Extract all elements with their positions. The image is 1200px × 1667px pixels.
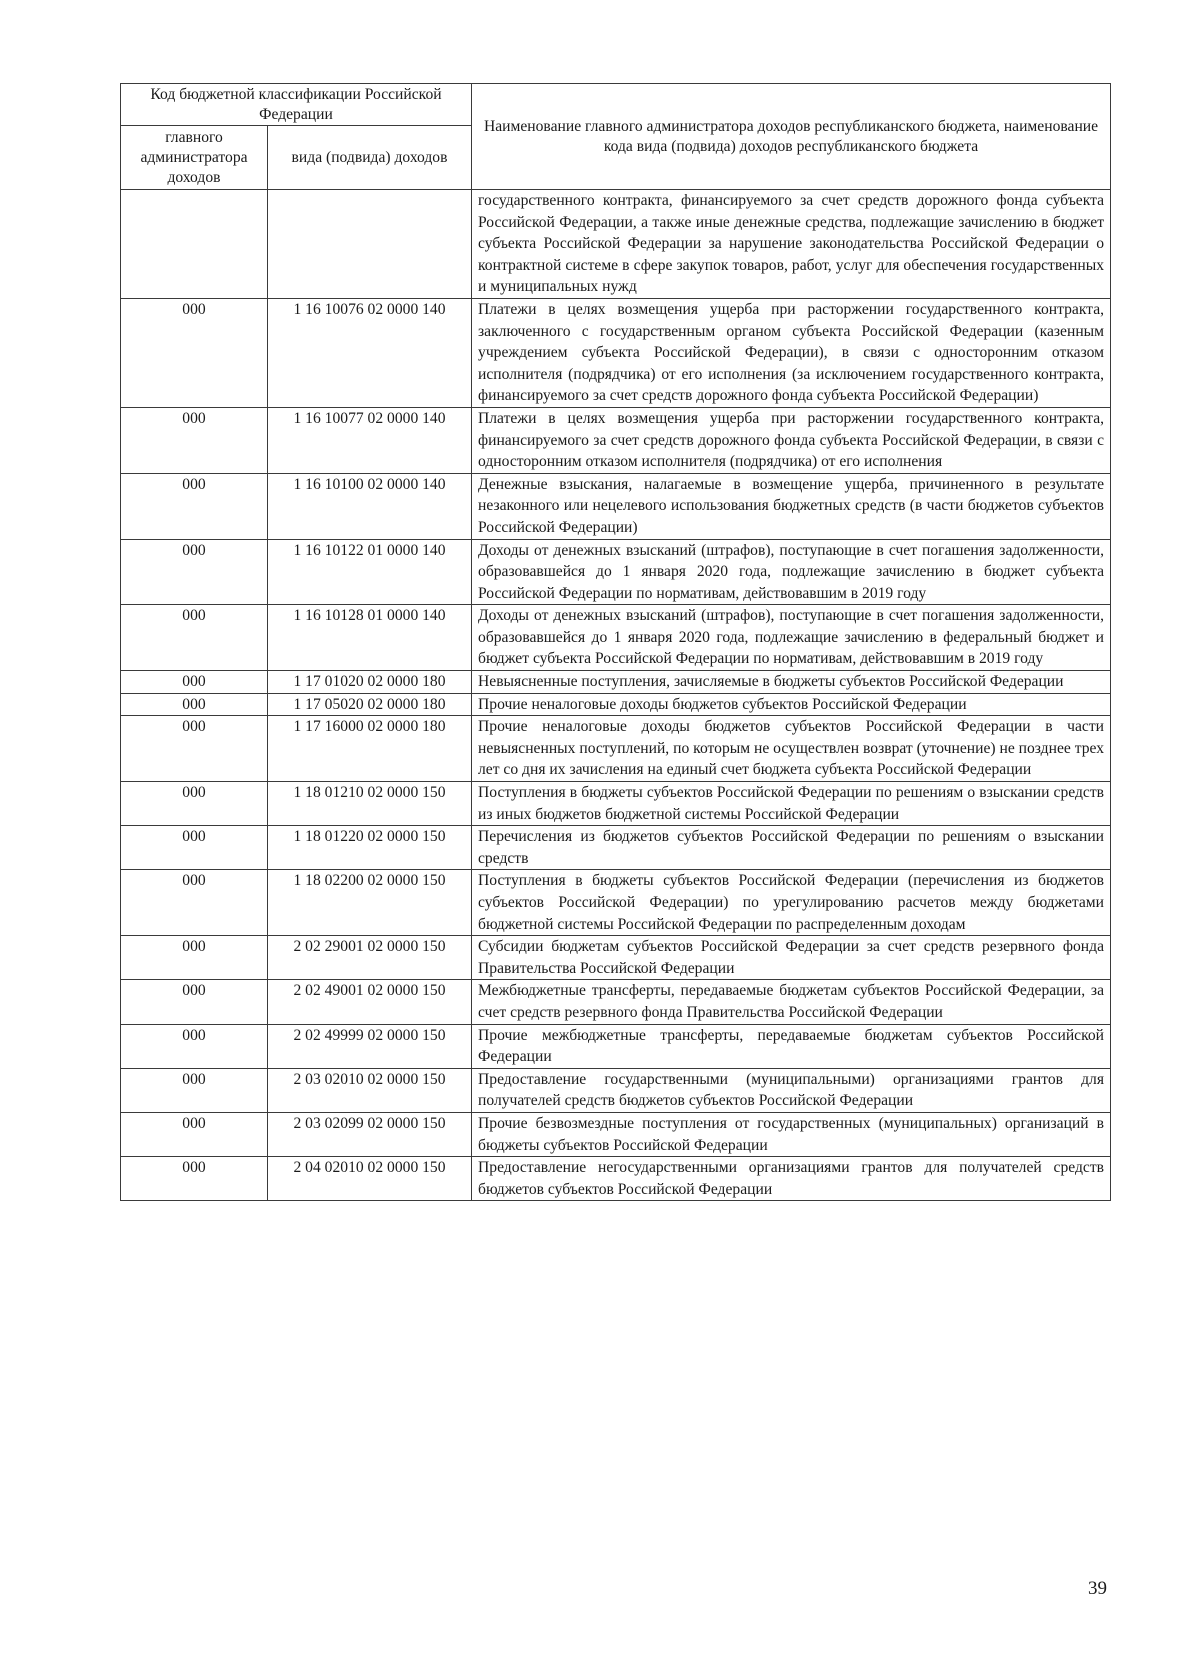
revenue-name-cell: Прочие безвозмездные поступления от государственных (муниципальных) организаций в бюджеты субъектов Российской Федерации (472, 1112, 1111, 1156)
table-row (121, 716, 1111, 782)
table-row (121, 605, 1111, 671)
revenue-name-cell: Перечисления из бюджетов субъектов Российской Федерации по решениям о взыскании средств (472, 826, 1111, 870)
revenue-code-cell: 2 04 02010 02 0000 150 (268, 1157, 472, 1201)
revenue-code-cell: 1 18 01220 02 0000 150 (268, 826, 472, 870)
admin-code-cell: 000 (121, 936, 268, 980)
table-row (121, 539, 1111, 605)
revenue-code-cell (268, 190, 472, 299)
admin-code-cell: 000 (121, 693, 268, 716)
revenue-code-cell: 2 02 49999 02 0000 150 (268, 1024, 472, 1068)
revenue-name-cell: Поступления в бюджеты субъектов Российской Федерации по решениям о взыскании средств из иных бюджетов бюджетной системы Российской Федерации (472, 782, 1111, 826)
revenue-code-cell: 1 16 10122 01 0000 140 (268, 539, 472, 605)
table-row (121, 298, 1111, 407)
revenue-name-cell: Предоставление негосударственными организациями грантов для получателей средств бюджетов субъектов Российской Федерации (472, 1157, 1111, 1201)
revenue-name-cell: Платежи в целях возмещения ущерба при расторжении государственного контракта, заключенного с государственным органом субъекта Российской Федерации (казенным учреждением субъекта Российской Федерации), в связи с односторонним отказом исполнителя (подрядчика) от его исполнения (за исключением государственного контракта, финансируемого за счет средств дорожного фонда субъекта Российской Федерации) (472, 298, 1111, 407)
admin-code-cell: 000 (121, 1112, 268, 1156)
revenue-code-cell: 2 03 02010 02 0000 150 (268, 1068, 472, 1112)
admin-code-cell: 000 (121, 716, 268, 782)
revenue-code-cell: 2 03 02099 02 0000 150 (268, 1112, 472, 1156)
revenue-code-cell: 1 17 05020 02 0000 180 (268, 693, 472, 716)
revenue-name-cell: Прочие межбюджетные трансферты, передаваемые бюджетам субъектов Российской Федерации (472, 1024, 1111, 1068)
revenue-code-cell: 1 17 01020 02 0000 180 (268, 671, 472, 694)
admin-code-cell: 000 (121, 826, 268, 870)
revenue-name-cell: Поступления в бюджеты субъектов Российской Федерации (перечисления из бюджетов субъектов Российской Федерации) по урегулированию расчетов между бюджетами бюджетной системы Российской Федерации по распределенным доходам (472, 870, 1111, 936)
admin-code-cell: 000 (121, 539, 268, 605)
table-row (121, 671, 1111, 694)
revenue-code-cell: 1 16 10100 02 0000 140 (268, 473, 472, 539)
admin-code-cell: 000 (121, 298, 268, 407)
table-row (121, 473, 1111, 539)
table-row (121, 693, 1111, 716)
revenue-name-cell: Платежи в целях возмещения ущерба при расторжении государственного контракта, финансируемого за счет средств дорожного фонда субъекта Российской Федерации, в связи с односторонним отказом исполнителя (подрядчика) от его исполнения (472, 407, 1111, 473)
revenue-code-cell: 2 02 29001 02 0000 150 (268, 936, 472, 980)
table-row (121, 936, 1111, 980)
admin-code-cell: 000 (121, 980, 268, 1024)
admin-code-cell: 000 (121, 1024, 268, 1068)
table-row (121, 826, 1111, 870)
revenue-name-cell: Прочие неналоговые доходы бюджетов субъектов Российской Федерации (472, 693, 1111, 716)
revenue-code-cell: 1 16 10128 01 0000 140 (268, 605, 472, 671)
revenue-name-cell: Субсидии бюджетам субъектов Российской Федерации за счет средств резервного фонда Правительства Российской Федерации (472, 936, 1111, 980)
table-row (121, 190, 1111, 299)
table-row (121, 782, 1111, 826)
table-row (121, 1068, 1111, 1112)
revenue-classification-table (120, 83, 1111, 1201)
admin-code-cell: 000 (121, 605, 268, 671)
revenue-name-cell: Доходы от денежных взысканий (штрафов), поступающие в счет погашения задолженности, образовавшейся до 1 января 2020 года, подлежащие зачислению в бюджет субъекта Российской Федерации по нормативам, действовавшим в 2019 году (472, 539, 1111, 605)
table-row (121, 1112, 1111, 1156)
table-row (121, 980, 1111, 1024)
page-number: 39 (1088, 1578, 1107, 1599)
admin-code-cell: 000 (121, 473, 268, 539)
revenue-code-cell: 1 17 16000 02 0000 180 (268, 716, 472, 782)
revenue-name-cell: Невыясненные поступления, зачисляемые в бюджеты субъектов Российской Федерации (472, 671, 1111, 694)
admin-code-cell: 000 (121, 407, 268, 473)
revenue-code-cell: 2 02 49001 02 0000 150 (268, 980, 472, 1024)
admin-code-cell: 000 (121, 1157, 268, 1201)
header-budget-code-group: Код бюджетной классификации Российской Федерации (121, 84, 472, 126)
table-row (121, 407, 1111, 473)
revenue-name-cell: Предоставление государственными (муниципальными) организациями грантов для получателей средств бюджетов субъектов Российской Федерации (472, 1068, 1111, 1112)
admin-code-cell: 000 (121, 870, 268, 936)
admin-code-cell: 000 (121, 782, 268, 826)
revenue-name-cell: Денежные взыскания, налагаемые в возмещение ущерба, причиненного в результате незаконного или нецелевого использования бюджетных средств (в части бюджетов субъектов Российской Федерации) (472, 473, 1111, 539)
admin-code-cell: 000 (121, 1068, 268, 1112)
revenue-code-cell: 1 18 01210 02 0000 150 (268, 782, 472, 826)
header-revenue-type: вида (подвида) доходов (268, 126, 472, 190)
header-administrator-name: Наименование главного администратора доходов республиканского бюджета, наименование кода вида (подвида) доходов республиканского бюджета (472, 84, 1111, 190)
revenue-name-cell: государственного контракта, финансируемого за счет средств дорожного фонда субъекта Российской Федерации, а также иные денежные средства, подлежащие зачислению в бюджет субъекта Российской Федерации за нарушение законодательства Российской Федерации о контрактной системе в сфере закупок товаров, работ, услуг для обеспечения государственных и муниципальных нужд (472, 190, 1111, 299)
revenue-name-cell: Прочие неналоговые доходы бюджетов субъектов Российской Федерации в части невыясненных поступлений, по которым не осуществлен возврат (уточнение) не позднее трех лет со дня их зачисления на единый счет бюджета субъекта Российской Федерации (472, 716, 1111, 782)
revenue-name-cell: Межбюджетные трансферты, передаваемые бюджетам субъектов Российской Федерации, за счет средств резервного фонда Правительства Российской Федерации (472, 980, 1111, 1024)
revenue-name-cell: Доходы от денежных взысканий (штрафов), поступающие в счет погашения задолженности, образовавшейся до 1 января 2020 года, подлежащие зачислению в федеральный бюджет и бюджет субъекта Российской Федерации по нормативам, действовавшим в 2019 году (472, 605, 1111, 671)
revenue-code-cell: 1 16 10077 02 0000 140 (268, 407, 472, 473)
admin-code-cell (121, 190, 268, 299)
revenue-code-cell: 1 16 10076 02 0000 140 (268, 298, 472, 407)
table-row (121, 1157, 1111, 1201)
table-row (121, 870, 1111, 936)
table-body (121, 190, 1111, 1201)
header-main-administrator: главного администратора доходов (121, 126, 268, 190)
table-row (121, 1024, 1111, 1068)
revenue-code-cell: 1 18 02200 02 0000 150 (268, 870, 472, 936)
admin-code-cell: 000 (121, 671, 268, 694)
